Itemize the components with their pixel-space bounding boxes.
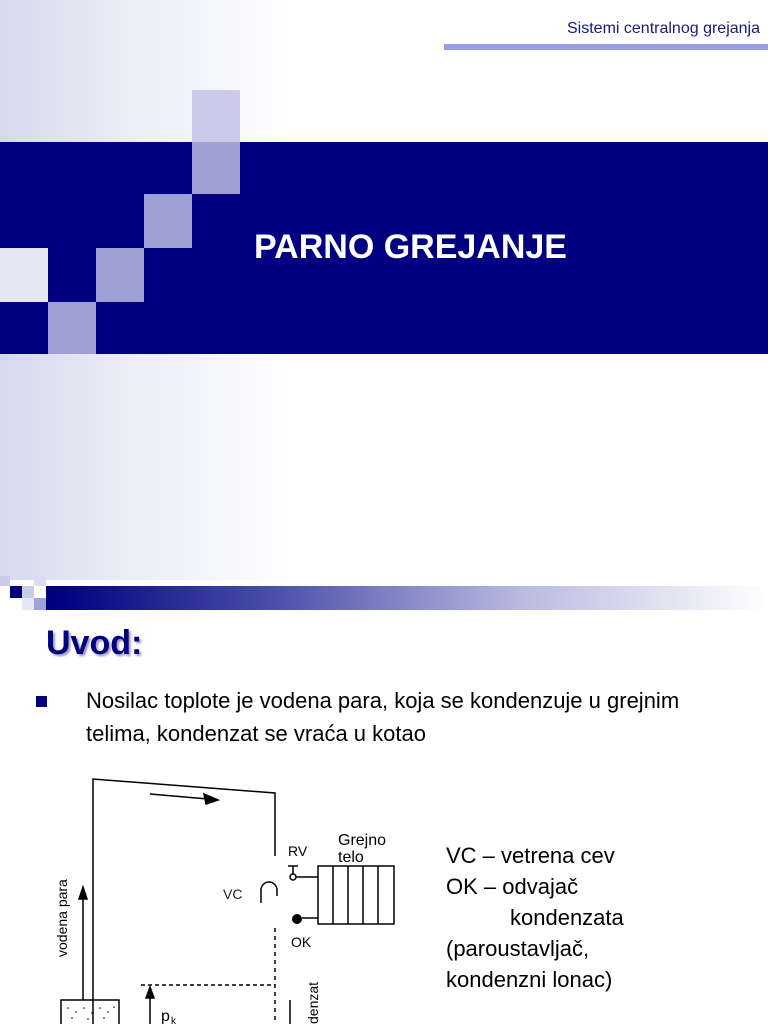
header-underline — [444, 44, 768, 50]
flow-arrow-head — [204, 794, 218, 804]
bullet-text: Nosilac toplote je vodena para, koja se kondenzuje u grejnim telima, kondenzat se vraća u kotao — [86, 688, 680, 746]
air-vent-pipe — [261, 882, 277, 903]
boiler-water — [67, 1006, 115, 1020]
label-vc: VC — [223, 886, 243, 902]
label-ok: OK — [291, 934, 312, 950]
decor-square — [22, 598, 34, 610]
slide-title: PARNO GREJANJE — [254, 228, 567, 266]
header-subject: Sistemi centralnog grejanja — [567, 20, 760, 37]
legend-alt-1: (paroustavljač, — [446, 936, 590, 961]
label-condensate: denzat — [305, 981, 321, 1024]
steam-supply-pipe — [93, 779, 275, 1024]
label-steam: vodena para — [54, 879, 70, 957]
flow-arrow — [150, 794, 208, 799]
decor-square — [22, 586, 34, 598]
legend — [446, 840, 624, 995]
label-pk-sub: k — [171, 1016, 176, 1024]
label-radiator-1: Grejno — [338, 832, 387, 849]
valve-body — [290, 874, 296, 880]
label-pk: p — [161, 1008, 170, 1024]
legend-alt-2: kondenzni lonac) — [446, 967, 613, 992]
label-radiator-2: telo — [338, 849, 364, 866]
radiator — [318, 866, 394, 924]
decor-square — [34, 576, 46, 586]
legend-ok-cont: kondenzata — [510, 905, 624, 930]
decor-square — [46, 586, 58, 610]
bullet-marker — [36, 696, 47, 707]
condensate-trap — [292, 914, 302, 924]
legend-ok: OK – odvajač — [446, 874, 579, 899]
decor-square — [34, 598, 46, 610]
legend-vc: VC – vetrena cev — [446, 843, 615, 868]
decor-square — [10, 586, 22, 598]
section-heading: Uvod: — [46, 624, 143, 662]
decor-square — [96, 248, 144, 302]
steam-heating-diagram — [0, 760, 440, 1024]
decor-square — [0, 248, 48, 302]
label-rv: RV — [288, 843, 308, 859]
boiler — [61, 1000, 119, 1024]
decor-square — [144, 194, 192, 248]
steam-arrow-head — [79, 887, 87, 899]
decor-square — [0, 576, 10, 586]
pressure-arrow-head — [146, 987, 154, 998]
decor-square — [192, 90, 240, 142]
decor-square — [48, 302, 96, 354]
decor-square — [192, 142, 240, 194]
divider-strip — [58, 586, 768, 610]
